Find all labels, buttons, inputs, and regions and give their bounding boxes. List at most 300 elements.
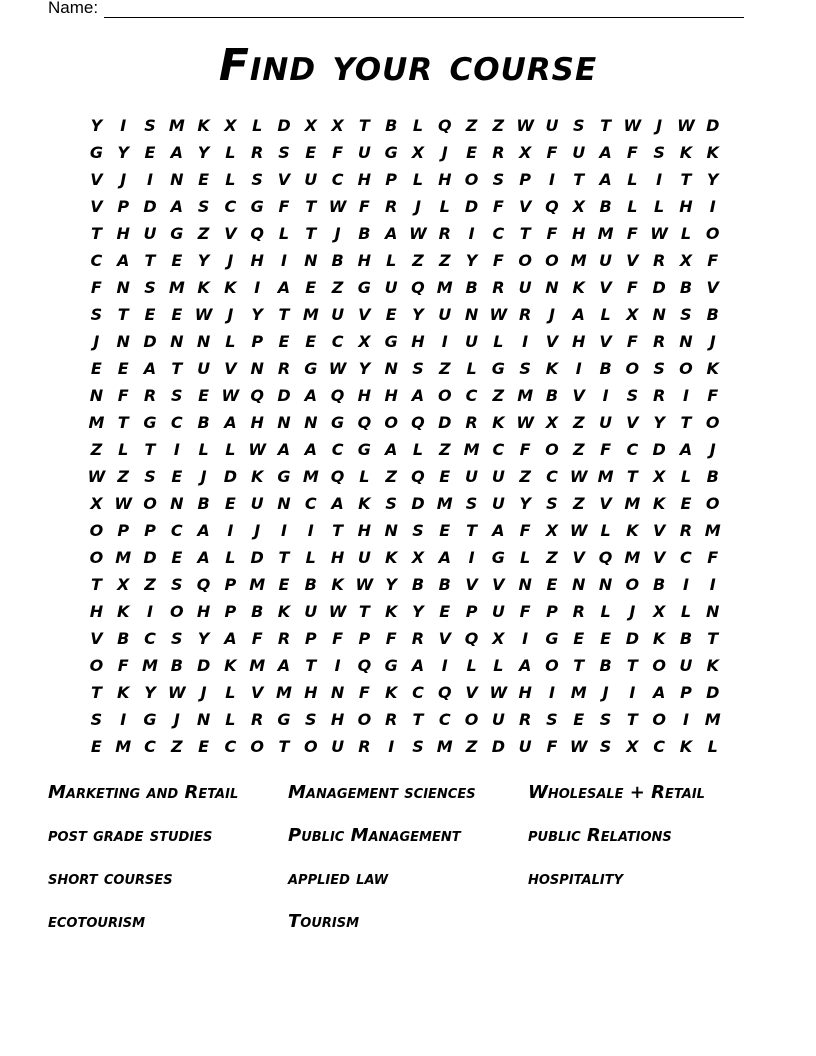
- grid-letter[interactable]: W: [194, 305, 213, 324]
- grid-letter[interactable]: H: [411, 332, 425, 351]
- grid-letter[interactable]: C: [412, 683, 424, 702]
- grid-letter[interactable]: B: [599, 656, 612, 675]
- grid-letter[interactable]: T: [90, 575, 102, 594]
- grid-letter[interactable]: R: [572, 602, 585, 621]
- grid-letter[interactable]: G: [357, 278, 371, 297]
- grid-letter[interactable]: V: [277, 170, 291, 189]
- grid-letter[interactable]: A: [224, 413, 237, 432]
- grid-letter[interactable]: V: [706, 278, 719, 297]
- grid-letter[interactable]: U: [518, 737, 532, 756]
- grid-letter[interactable]: M: [302, 467, 319, 486]
- grid-letter[interactable]: F: [117, 656, 129, 675]
- grid-letter[interactable]: U: [438, 305, 452, 324]
- grid-letter[interactable]: I: [120, 710, 127, 729]
- grid-letter[interactable]: J: [709, 332, 716, 351]
- grid-letter[interactable]: Q: [357, 413, 372, 432]
- grid-letter[interactable]: E: [600, 629, 611, 648]
- grid-letter[interactable]: T: [519, 224, 531, 243]
- grid-letter[interactable]: P: [358, 629, 371, 648]
- grid-letter[interactable]: R: [652, 251, 666, 270]
- grid-letter[interactable]: T: [573, 656, 585, 675]
- grid-letter[interactable]: Z: [385, 467, 397, 486]
- grid-letter[interactable]: E: [385, 305, 397, 324]
- grid-letter[interactable]: N: [572, 575, 586, 594]
- grid-letter[interactable]: U: [304, 602, 318, 621]
- grid-letter[interactable]: E: [144, 143, 156, 162]
- grid-letter[interactable]: K: [652, 494, 666, 513]
- grid-letter[interactable]: F: [519, 521, 531, 540]
- grid-letter[interactable]: V: [250, 683, 264, 702]
- grid-letter[interactable]: K: [384, 683, 398, 702]
- grid-letter[interactable]: I: [709, 197, 716, 216]
- grid-letter[interactable]: D: [411, 494, 425, 513]
- grid-letter[interactable]: B: [197, 413, 210, 432]
- grid-letter[interactable]: B: [679, 629, 693, 648]
- grid-letter[interactable]: X: [117, 575, 130, 594]
- grid-letter[interactable]: E: [680, 494, 692, 513]
- grid-letter[interactable]: E: [171, 251, 183, 270]
- grid-letter[interactable]: U: [465, 467, 479, 486]
- grid-letter[interactable]: K: [358, 494, 371, 513]
- grid-letter[interactable]: R: [251, 710, 264, 729]
- grid-letter[interactable]: A: [679, 440, 693, 459]
- grid-letter[interactable]: U: [572, 143, 586, 162]
- grid-letter[interactable]: W: [489, 305, 508, 324]
- grid-letter[interactable]: V: [90, 170, 103, 189]
- grid-letter[interactable]: H: [518, 683, 532, 702]
- grid-letter[interactable]: P: [224, 575, 237, 594]
- grid-letter[interactable]: K: [706, 656, 719, 675]
- grid-letter[interactable]: L: [680, 602, 692, 621]
- grid-letter[interactable]: O: [464, 170, 479, 189]
- grid-letter[interactable]: J: [548, 305, 555, 324]
- grid-letter[interactable]: F: [90, 278, 102, 297]
- grid-letter[interactable]: D: [652, 278, 666, 297]
- grid-letter[interactable]: E: [171, 305, 183, 324]
- grid-letter[interactable]: C: [331, 170, 344, 189]
- grid-letter[interactable]: R: [652, 386, 666, 405]
- grid-letter[interactable]: J: [656, 116, 663, 135]
- grid-letter[interactable]: M: [115, 737, 132, 756]
- grid-letter[interactable]: V: [599, 278, 612, 297]
- grid-letter[interactable]: U: [331, 305, 345, 324]
- grid-letter[interactable]: Z: [117, 467, 129, 486]
- grid-letter[interactable]: J: [602, 683, 609, 702]
- grid-letter[interactable]: P: [251, 332, 264, 351]
- grid-letter[interactable]: K: [626, 521, 639, 540]
- grid-letter[interactable]: Z: [331, 278, 344, 297]
- grid-letter[interactable]: R: [251, 143, 264, 162]
- grid-letter[interactable]: L: [627, 170, 638, 189]
- grid-letter[interactable]: X: [331, 116, 344, 135]
- grid-letter[interactable]: R: [411, 629, 425, 648]
- grid-letter[interactable]: I: [656, 170, 663, 189]
- grid-letter[interactable]: A: [304, 440, 317, 459]
- grid-letter[interactable]: K: [572, 278, 585, 297]
- grid-letter[interactable]: J: [629, 602, 636, 621]
- grid-letter[interactable]: E: [171, 467, 183, 486]
- grid-letter[interactable]: F: [358, 197, 370, 216]
- grid-letter[interactable]: L: [680, 467, 692, 486]
- grid-letter[interactable]: O: [652, 710, 666, 729]
- grid-letter[interactable]: P: [224, 602, 237, 621]
- grid-letter[interactable]: S: [653, 143, 665, 162]
- grid-letter[interactable]: Z: [197, 224, 210, 243]
- grid-letter[interactable]: F: [492, 197, 504, 216]
- grid-letter[interactable]: F: [600, 440, 611, 459]
- grid-letter[interactable]: V: [652, 521, 666, 540]
- grid-letter[interactable]: Y: [197, 143, 210, 162]
- grid-letter[interactable]: H: [572, 224, 586, 243]
- grid-letter[interactable]: Q: [196, 575, 211, 594]
- grid-letter[interactable]: A: [384, 440, 398, 459]
- grid-letter[interactable]: I: [682, 386, 689, 405]
- grid-letter[interactable]: I: [548, 170, 555, 189]
- grid-letter[interactable]: S: [465, 494, 478, 513]
- grid-letter[interactable]: O: [89, 656, 104, 675]
- grid-letter[interactable]: K: [277, 602, 291, 621]
- grid-letter[interactable]: N: [598, 575, 613, 594]
- grid-letter[interactable]: Z: [492, 386, 505, 405]
- grid-letter[interactable]: I: [120, 116, 127, 135]
- grid-letter[interactable]: Z: [546, 548, 558, 567]
- grid-letter[interactable]: V: [90, 197, 103, 216]
- grid-letter[interactable]: L: [225, 440, 236, 459]
- grid-letter[interactable]: Q: [250, 224, 264, 243]
- grid-letter[interactable]: Z: [572, 440, 585, 459]
- grid-letter[interactable]: K: [116, 602, 130, 621]
- grid-letter[interactable]: E: [198, 737, 210, 756]
- grid-letter[interactable]: X: [358, 332, 371, 351]
- grid-letter[interactable]: E: [278, 575, 290, 594]
- grid-letter[interactable]: L: [466, 656, 477, 675]
- grid-letter[interactable]: X: [411, 548, 425, 567]
- grid-letter[interactable]: A: [170, 143, 183, 162]
- grid-letter[interactable]: A: [170, 197, 183, 216]
- grid-letter[interactable]: A: [652, 683, 666, 702]
- grid-letter[interactable]: N: [277, 494, 291, 513]
- grid-letter[interactable]: D: [464, 197, 479, 216]
- grid-letter[interactable]: A: [304, 386, 317, 405]
- grid-letter[interactable]: D: [143, 548, 157, 567]
- grid-letter[interactable]: W: [516, 116, 534, 135]
- grid-letter[interactable]: U: [545, 116, 559, 135]
- grid-letter[interactable]: B: [117, 629, 130, 648]
- grid-letter[interactable]: X: [304, 116, 317, 135]
- grid-letter[interactable]: V: [626, 251, 639, 270]
- grid-letter[interactable]: Y: [251, 305, 263, 324]
- grid-letter[interactable]: Z: [438, 440, 451, 459]
- grid-letter[interactable]: S: [171, 629, 183, 648]
- grid-letter[interactable]: P: [465, 602, 478, 621]
- grid-letter[interactable]: M: [88, 413, 105, 432]
- grid-letter[interactable]: H: [438, 170, 452, 189]
- grid-letter[interactable]: G: [89, 143, 103, 162]
- grid-letter[interactable]: C: [465, 386, 478, 405]
- grid-letter[interactable]: Q: [330, 386, 345, 405]
- grid-letter[interactable]: M: [570, 683, 587, 702]
- grid-letter[interactable]: P: [117, 197, 130, 216]
- grid-letter[interactable]: T: [358, 602, 370, 621]
- grid-letter[interactable]: L: [600, 521, 611, 540]
- grid-letter[interactable]: Y: [144, 683, 156, 702]
- grid-letter[interactable]: S: [412, 737, 424, 756]
- grid-letter[interactable]: C: [331, 440, 344, 459]
- grid-letter[interactable]: J: [173, 710, 180, 729]
- grid-letter[interactable]: F: [519, 602, 531, 621]
- grid-letter[interactable]: Z: [519, 467, 531, 486]
- grid-letter[interactable]: L: [198, 440, 209, 459]
- grid-letter[interactable]: V: [652, 548, 666, 567]
- grid-letter[interactable]: J: [227, 305, 234, 324]
- grid-letter[interactable]: I: [468, 548, 475, 567]
- grid-letter[interactable]: L: [225, 548, 236, 567]
- grid-letter[interactable]: E: [466, 143, 478, 162]
- grid-letter[interactable]: Y: [706, 170, 719, 189]
- grid-letter[interactable]: N: [304, 251, 318, 270]
- grid-letter[interactable]: Z: [572, 494, 585, 513]
- grid-letter[interactable]: N: [116, 278, 130, 297]
- grid-letter[interactable]: G: [250, 197, 264, 216]
- grid-letter[interactable]: S: [599, 710, 612, 729]
- grid-letter[interactable]: G: [491, 548, 505, 567]
- grid-letter[interactable]: A: [197, 521, 210, 540]
- grid-letter[interactable]: E: [573, 629, 585, 648]
- grid-letter[interactable]: K: [492, 413, 505, 432]
- grid-letter[interactable]: G: [491, 359, 505, 378]
- grid-letter[interactable]: S: [519, 359, 531, 378]
- grid-letter[interactable]: H: [679, 197, 693, 216]
- grid-letter[interactable]: R: [438, 224, 451, 243]
- grid-letter[interactable]: U: [304, 170, 318, 189]
- grid-letter[interactable]: Y: [653, 413, 665, 432]
- grid-letter[interactable]: C: [170, 413, 183, 432]
- grid-letter[interactable]: U: [384, 278, 398, 297]
- grid-letter[interactable]: E: [278, 332, 290, 351]
- grid-letter[interactable]: U: [599, 251, 613, 270]
- grid-letter[interactable]: F: [251, 629, 263, 648]
- grid-letter[interactable]: L: [627, 197, 638, 216]
- grid-letter[interactable]: T: [680, 170, 692, 189]
- grid-letter[interactable]: C: [170, 521, 183, 540]
- grid-letter[interactable]: A: [411, 656, 425, 675]
- grid-letter[interactable]: T: [144, 440, 156, 459]
- grid-letter[interactable]: U: [197, 359, 211, 378]
- grid-letter[interactable]: R: [385, 197, 398, 216]
- grid-letter[interactable]: V: [224, 224, 237, 243]
- grid-letter[interactable]: Y: [385, 575, 397, 594]
- grid-letter[interactable]: O: [679, 359, 693, 378]
- grid-letter[interactable]: U: [599, 413, 613, 432]
- grid-letter[interactable]: Y: [412, 305, 424, 324]
- grid-letter[interactable]: K: [224, 278, 237, 297]
- grid-letter[interactable]: N: [196, 332, 211, 351]
- grid-letter[interactable]: F: [707, 548, 719, 567]
- grid-letter[interactable]: T: [305, 656, 317, 675]
- grid-letter[interactable]: U: [491, 494, 505, 513]
- grid-letter[interactable]: W: [87, 467, 106, 486]
- grid-letter[interactable]: Q: [250, 386, 264, 405]
- grid-letter[interactable]: C: [438, 710, 451, 729]
- grid-letter[interactable]: W: [650, 224, 668, 243]
- grid-letter[interactable]: T: [626, 656, 638, 675]
- grid-letter[interactable]: L: [680, 224, 692, 243]
- grid-letter[interactable]: G: [384, 143, 398, 162]
- grid-letter[interactable]: S: [278, 143, 290, 162]
- grid-letter[interactable]: U: [491, 710, 505, 729]
- grid-letter[interactable]: O: [652, 656, 666, 675]
- grid-letter[interactable]: T: [117, 413, 129, 432]
- grid-letter[interactable]: U: [518, 278, 532, 297]
- grid-letter[interactable]: P: [304, 629, 317, 648]
- grid-letter[interactable]: I: [522, 332, 529, 351]
- grid-letter[interactable]: C: [144, 629, 156, 648]
- grid-letter[interactable]: L: [600, 305, 611, 324]
- grid-letter[interactable]: U: [250, 494, 264, 513]
- grid-letter[interactable]: N: [170, 170, 184, 189]
- grid-letter[interactable]: V: [599, 494, 612, 513]
- grid-letter[interactable]: T: [278, 548, 290, 567]
- grid-letter[interactable]: N: [652, 305, 666, 324]
- grid-letter[interactable]: H: [304, 683, 318, 702]
- grid-letter[interactable]: X: [545, 413, 559, 432]
- grid-letter[interactable]: W: [516, 413, 534, 432]
- grid-letter[interactable]: W: [167, 683, 186, 702]
- grid-letter[interactable]: W: [328, 197, 347, 216]
- grid-letter[interactable]: Y: [90, 116, 103, 135]
- grid-letter[interactable]: A: [277, 440, 291, 459]
- grid-letter[interactable]: Q: [411, 278, 425, 297]
- grid-letter[interactable]: J: [414, 197, 421, 216]
- grid-letter[interactable]: B: [304, 575, 317, 594]
- grid-letter[interactable]: W: [569, 521, 588, 540]
- grid-letter[interactable]: T: [305, 224, 317, 243]
- grid-letter[interactable]: M: [436, 494, 453, 513]
- grid-letter[interactable]: Z: [465, 116, 478, 135]
- grid-letter[interactable]: C: [304, 494, 317, 513]
- grid-letter[interactable]: S: [653, 359, 665, 378]
- grid-letter[interactable]: K: [706, 359, 719, 378]
- grid-letter[interactable]: D: [277, 386, 291, 405]
- grid-letter[interactable]: X: [545, 521, 559, 540]
- grid-letter[interactable]: D: [438, 413, 452, 432]
- grid-letter[interactable]: O: [303, 737, 318, 756]
- grid-letter[interactable]: C: [653, 737, 665, 756]
- grid-letter[interactable]: U: [143, 224, 157, 243]
- grid-letter[interactable]: T: [573, 170, 585, 189]
- grid-letter[interactable]: U: [465, 332, 479, 351]
- grid-letter[interactable]: T: [332, 521, 344, 540]
- grid-letter[interactable]: A: [572, 305, 585, 324]
- grid-letter[interactable]: Y: [197, 251, 210, 270]
- grid-letter[interactable]: V: [465, 575, 478, 594]
- grid-letter[interactable]: V: [599, 332, 612, 351]
- grid-letter[interactable]: A: [277, 656, 291, 675]
- grid-letter[interactable]: S: [626, 386, 639, 405]
- grid-letter[interactable]: H: [330, 710, 345, 729]
- grid-letter[interactable]: V: [438, 629, 451, 648]
- grid-letter[interactable]: M: [704, 521, 721, 540]
- grid-letter[interactable]: W: [677, 116, 695, 135]
- grid-letter[interactable]: G: [545, 629, 559, 648]
- grid-letter[interactable]: A: [518, 656, 532, 675]
- grid-letter[interactable]: N: [679, 332, 693, 351]
- grid-letter[interactable]: B: [411, 575, 425, 594]
- grid-letter[interactable]: N: [706, 602, 720, 621]
- grid-letter[interactable]: I: [522, 629, 529, 648]
- grid-letter[interactable]: X: [652, 467, 666, 486]
- grid-letter[interactable]: K: [116, 683, 130, 702]
- grid-letter[interactable]: K: [384, 602, 398, 621]
- grid-letter[interactable]: O: [464, 710, 479, 729]
- grid-letter[interactable]: K: [679, 737, 693, 756]
- grid-letter[interactable]: S: [546, 710, 558, 729]
- grid-letter[interactable]: I: [629, 683, 636, 702]
- grid-letter[interactable]: A: [384, 224, 398, 243]
- grid-letter[interactable]: L: [466, 359, 477, 378]
- grid-letter[interactable]: D: [277, 116, 291, 135]
- grid-letter[interactable]: B: [385, 116, 398, 135]
- grid-letter[interactable]: U: [357, 548, 371, 567]
- grid-letter[interactable]: A: [277, 278, 291, 297]
- grid-letter[interactable]: X: [492, 629, 505, 648]
- grid-letter[interactable]: A: [143, 359, 157, 378]
- grid-letter[interactable]: P: [519, 170, 532, 189]
- grid-letter[interactable]: N: [196, 710, 211, 729]
- grid-letter[interactable]: F: [117, 386, 129, 405]
- grid-letter[interactable]: W: [248, 440, 266, 459]
- grid-letter[interactable]: H: [330, 548, 345, 567]
- grid-letter[interactable]: K: [331, 575, 344, 594]
- grid-letter[interactable]: Q: [330, 467, 345, 486]
- grid-letter[interactable]: D: [625, 629, 639, 648]
- grid-letter[interactable]: Y: [197, 629, 210, 648]
- grid-letter[interactable]: B: [465, 278, 478, 297]
- grid-letter[interactable]: T: [680, 413, 692, 432]
- grid-letter[interactable]: C: [144, 737, 156, 756]
- grid-letter[interactable]: J: [441, 143, 448, 162]
- grid-letter[interactable]: Q: [437, 683, 452, 702]
- grid-letter[interactable]: E: [117, 359, 129, 378]
- grid-letter[interactable]: N: [304, 413, 318, 432]
- grid-letter[interactable]: R: [358, 737, 371, 756]
- grid-letter[interactable]: S: [572, 116, 585, 135]
- grid-letter[interactable]: M: [302, 305, 319, 324]
- grid-letter[interactable]: J: [200, 683, 207, 702]
- grid-letter[interactable]: L: [252, 116, 263, 135]
- grid-letter[interactable]: H: [357, 251, 372, 270]
- grid-letter[interactable]: D: [250, 548, 264, 567]
- grid-letter[interactable]: S: [144, 467, 156, 486]
- grid-letter[interactable]: O: [518, 251, 532, 270]
- grid-letter[interactable]: T: [626, 467, 638, 486]
- grid-letter[interactable]: U: [357, 143, 371, 162]
- grid-letter[interactable]: N: [89, 386, 104, 405]
- grid-letter[interactable]: O: [89, 521, 104, 540]
- grid-letter[interactable]: R: [679, 521, 693, 540]
- grid-letter[interactable]: S: [385, 494, 397, 513]
- grid-letter[interactable]: V: [492, 575, 505, 594]
- grid-letter[interactable]: D: [223, 467, 238, 486]
- grid-letter[interactable]: Z: [492, 116, 505, 135]
- grid-letter[interactable]: E: [198, 386, 210, 405]
- grid-letter[interactable]: T: [466, 521, 478, 540]
- grid-letter[interactable]: Y: [519, 494, 531, 513]
- grid-letter[interactable]: E: [439, 602, 451, 621]
- grid-letter[interactable]: W: [623, 116, 642, 135]
- grid-letter[interactable]: O: [357, 710, 372, 729]
- grid-letter[interactable]: V: [572, 548, 585, 567]
